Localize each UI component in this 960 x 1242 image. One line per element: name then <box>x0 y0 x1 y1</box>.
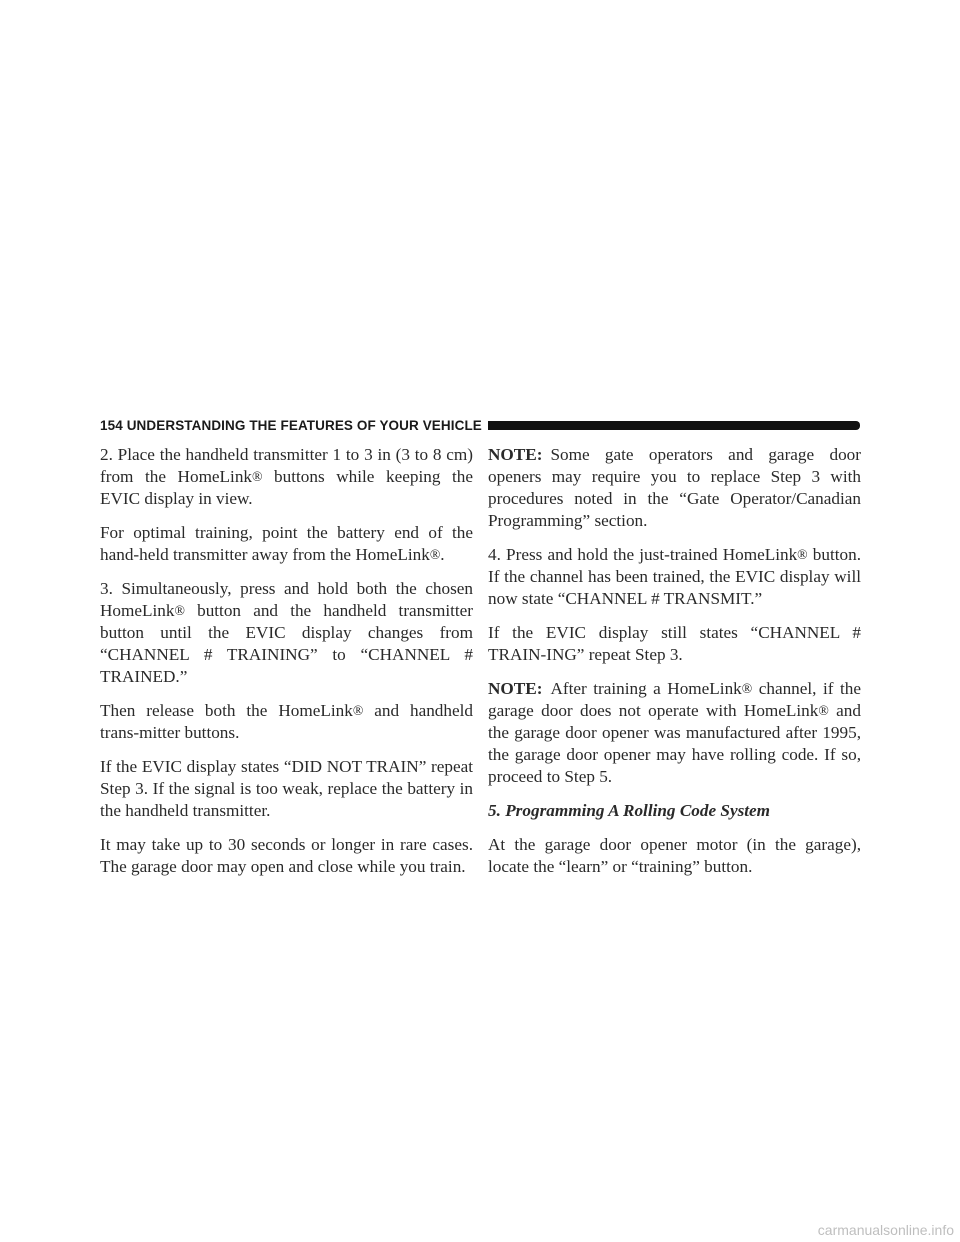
note-label: NOTE: <box>488 445 543 464</box>
paragraph-timing: It may take up to 30 seconds or longer in rare cases. The garage door may open and close while you train. <box>100 835 473 877</box>
paragraph-did-not-train: If the EVIC display states “DID NOT TRAIN” repeat Step 3. If the signal is too weak, replace the battery in the handheld transmitter. <box>100 757 473 821</box>
paragraph-release-buttons: Then release both the HomeLink® and handheld trans-mitter buttons. <box>100 701 473 743</box>
watermark: carmanualsonline.info <box>817 1222 954 1238</box>
section-title-header: UNDERSTANDING THE FEATURES OF YOUR VEHICLE <box>126 417 482 433</box>
note-label: NOTE: <box>488 679 543 699</box>
note-gate-operators: NOTE: Some gate operators and garage door openers may require you to replace Step 3 with procedures noted in the “Gate Operator/Canadian Programming” section. <box>488 445 861 530</box>
paragraph-step-2: 2. Place the handheld transmitter 1 to 3 in (3 to 8 cm) from the HomeLink® buttons while keeping the EVIC display in view. <box>100 445 473 509</box>
running-header <box>100 418 488 433</box>
section-heading-rolling-code: 5. Programming A Rolling Code System <box>488 801 771 821</box>
paragraph-step-4: 4. Press and hold the just-trained HomeLink® button. If the channel has been trained, the EVIC display will now state “CHANNEL # TRANSMIT.” <box>488 545 861 609</box>
right-column <box>488 444 861 878</box>
header-rule <box>488 421 860 430</box>
paragraph-step-3: 3. Simultaneously, press and hold both the chosen HomeLink® button and the handheld transmitter button until the EVIC display changes from “CHANNEL # TRAINING” to “CHANNEL # TRAINED.” <box>100 579 473 687</box>
paragraph-learn-button: At the garage door opener motor (in the garage), locate the “learn” or “training” button. <box>488 835 861 877</box>
page-number: 154 <box>100 417 123 433</box>
page-header <box>100 416 860 434</box>
paragraph-optimal-training: For optimal training, point the battery end of the hand-held transmitter away from the HomeLink®. <box>100 523 473 565</box>
note-rolling-code: NOTE: After training a HomeLink® channel, if the garage door does not operate with HomeLink® and the garage door opener was manufactured after 1995, the garage door opener may have rolling code. If so, proceed to Step 5. <box>488 679 861 787</box>
paragraph-still-training: If the EVIC display still states “CHANNEL # TRAIN-ING” repeat Step 3. <box>488 623 861 665</box>
left-column <box>100 444 473 878</box>
